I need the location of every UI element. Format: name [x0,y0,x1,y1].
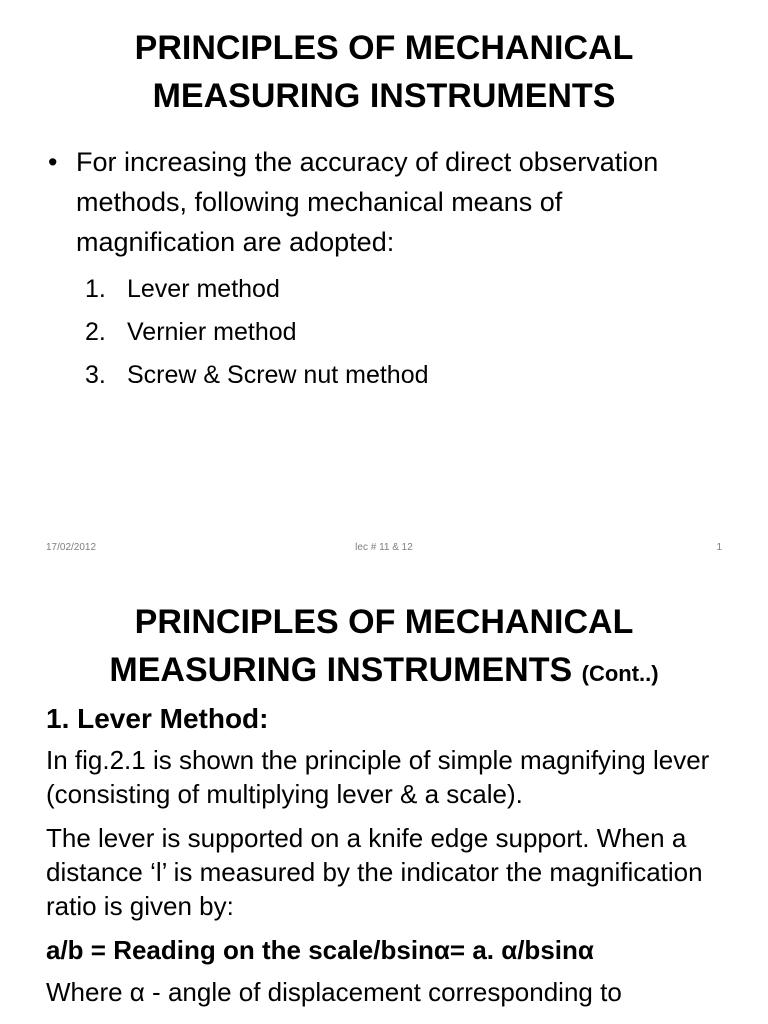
bullet-text: For increasing the accuracy of direct observation methods, following mechanical means of magnification are adopted: [76,147,659,257]
paragraph-2: The lever is supported on a knife edge support. When a distance ‘l’ is measured by the indicator the magnification ratio is given by: [46,823,703,921]
title-suffix: (Cont..) [581,661,659,686]
list-text: Lever method [127,275,280,303]
title-line-1: PRINCIPLES OF MECHANICAL [134,603,634,641]
list-item [85,268,429,311]
paragraph-3: Where α - angle of displacement corresponding to [46,977,622,1007]
list-number: 1. [85,275,106,303]
list-item [85,354,429,397]
title-line-1: PRINCIPLES OF MECHANICAL [134,29,634,67]
slide-title [0,598,768,698]
title-line-2: MEASURING INSTRUMENTS [152,77,616,115]
slide-2 [0,576,768,1024]
list-text: Vernier method [127,318,297,346]
footer-date: 17/02/2012 [46,542,97,553]
footer-lecture: lec # 11 & 12 [355,542,413,553]
slide-title [0,24,768,120]
bullet-item [48,142,728,262]
slide-content [46,701,736,1019]
title-line-2: MEASURING INSTRUMENTS [109,651,573,689]
bullet-dot: • [48,147,58,177]
title-line-2-wrap [0,646,768,698]
formula: a/b = Reading on the scale/bsinα= a. α/bsinα [46,935,594,965]
numbered-list [85,268,429,397]
list-number: 3. [85,361,106,389]
list-text: Screw & Screw nut method [127,361,429,389]
section-heading: 1. Lever Method: [46,703,269,734]
list-number: 2. [85,318,106,346]
footer-page-number: 1 [716,542,722,553]
paragraph-1: In fig.2.1 is shown the principle of simple magnifying lever (consisting of multiplying lever & a scale). [46,745,710,809]
list-item [85,311,429,354]
